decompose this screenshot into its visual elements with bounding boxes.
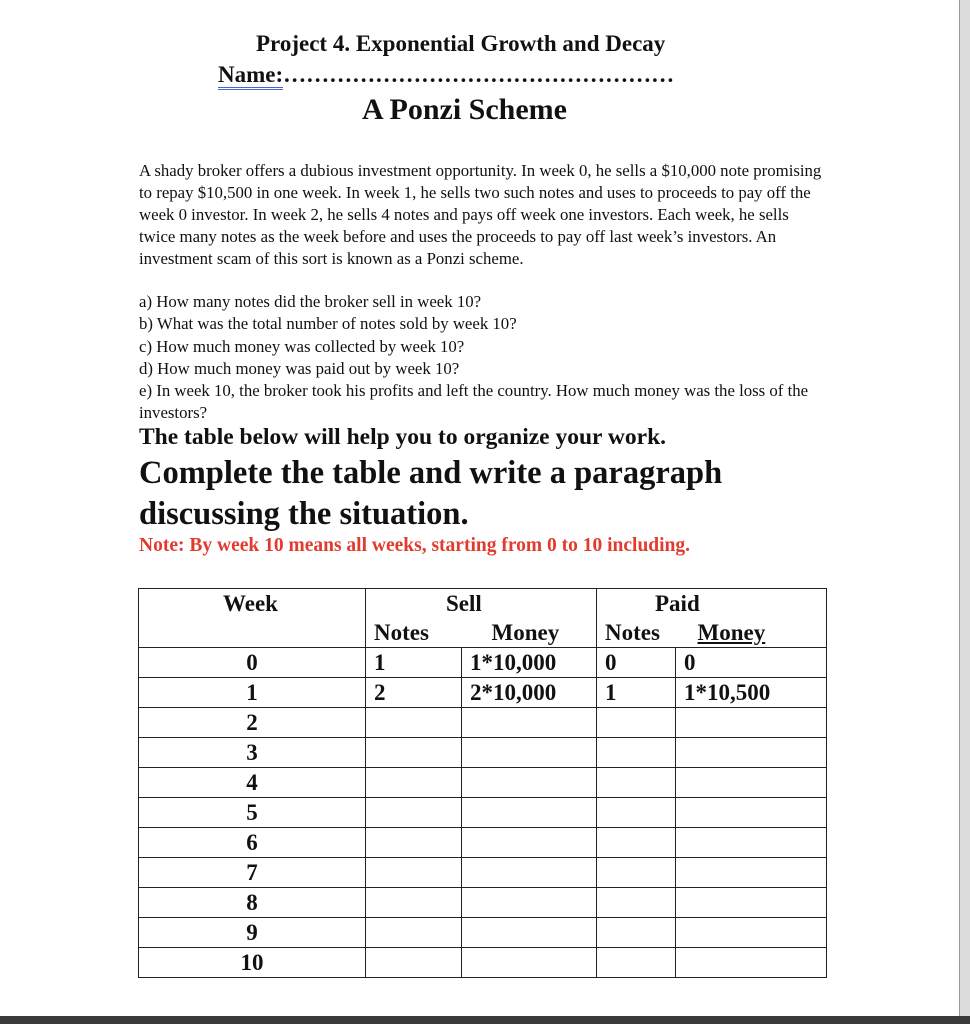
- paid-money-cell: [676, 828, 827, 858]
- subheader-week-blank: [139, 618, 366, 648]
- question-a: a) How many notes did the broker sell in week 10?: [139, 292, 482, 311]
- help-text: The table below will help you to organize your work.: [139, 424, 667, 450]
- sell-money-cell: [462, 768, 597, 798]
- sell-notes-cell: [366, 768, 462, 798]
- table-row: [139, 798, 827, 828]
- name-line: [218, 62, 674, 88]
- table-row: [139, 948, 827, 978]
- complete-instruction: Complete the table and write a paragraph discussing the situation.: [139, 455, 723, 532]
- window-edge: [960, 0, 970, 1016]
- table-row: [139, 648, 827, 678]
- sell-notes-cell: 2: [366, 678, 462, 708]
- paid-money-cell: [676, 858, 827, 888]
- week-cell: 2: [139, 708, 366, 738]
- week-cell: 1: [139, 678, 366, 708]
- table-row: [139, 858, 827, 888]
- paid-notes-cell: [597, 798, 676, 828]
- sell-notes-cell: [366, 918, 462, 948]
- sell-money-cell: [462, 708, 597, 738]
- paid-money-cell: [676, 708, 827, 738]
- paid-money-cell: [676, 738, 827, 768]
- week-cell: 7: [139, 858, 366, 888]
- question-b: b) What was the total number of notes sold by week 10?: [139, 314, 517, 334]
- table-row: [139, 738, 827, 768]
- week-cell: 0: [139, 648, 366, 678]
- paid-notes-cell: [597, 768, 676, 798]
- name-dots: ……………………………………………: [283, 62, 675, 87]
- main-title: A Ponzi Scheme: [362, 93, 567, 126]
- paid-money-cell: [676, 888, 827, 918]
- paid-notes-cell: [597, 708, 676, 738]
- question-c: c) How much money was collected by week 10?: [139, 336, 465, 356]
- subheader-paid-money: Money: [676, 618, 827, 648]
- work-table: [138, 588, 827, 978]
- window-bottom-bar: [0, 1016, 970, 1024]
- subheader-sell-money: Money: [462, 618, 597, 648]
- paid-notes-cell: [597, 888, 676, 918]
- sell-money-cell: 1*10,000: [462, 648, 597, 678]
- header-paid: Paid: [597, 589, 827, 619]
- week-cell: 8: [139, 888, 366, 918]
- paid-notes-cell: [597, 918, 676, 948]
- sell-money-cell: [462, 858, 597, 888]
- sell-money-cell: 2*10,000: [462, 678, 597, 708]
- question-e: e) In week 10, the broker took his profits and left the country. How much money was the loss of the investors?: [139, 381, 809, 423]
- subheader-paid-notes: Notes: [597, 618, 676, 648]
- week-cell: 10: [139, 948, 366, 978]
- paid-notes-cell: [597, 828, 676, 858]
- table-row: [139, 708, 827, 738]
- paid-notes-cell: [597, 738, 676, 768]
- week-cell: 3: [139, 738, 366, 768]
- table-header-row: [139, 589, 827, 619]
- paid-money-cell: [676, 948, 827, 978]
- table-row: [139, 918, 827, 948]
- table-row: [139, 678, 827, 708]
- week-cell: 4: [139, 768, 366, 798]
- paid-notes-cell: 0: [597, 648, 676, 678]
- paid-money-cell: [676, 798, 827, 828]
- project-title: Project 4. Exponential Growth and Decay: [256, 31, 666, 56]
- paid-notes-cell: 1: [597, 678, 676, 708]
- paid-notes-cell: [597, 858, 676, 888]
- sell-notes-cell: [366, 738, 462, 768]
- table-row: [139, 828, 827, 858]
- sell-notes-cell: [366, 948, 462, 978]
- week-cell: 6: [139, 828, 366, 858]
- table-row: [139, 888, 827, 918]
- paid-money-cell: [676, 918, 827, 948]
- table-subheader-row: [139, 618, 827, 648]
- sell-money-cell: [462, 888, 597, 918]
- paid-notes-cell: [597, 948, 676, 978]
- sell-money-cell: [462, 738, 597, 768]
- sell-money-cell: [462, 948, 597, 978]
- week-cell: 9: [139, 918, 366, 948]
- sell-money-cell: [462, 918, 597, 948]
- sell-notes-cell: 1: [366, 648, 462, 678]
- question-list: [139, 291, 829, 425]
- sell-notes-cell: [366, 798, 462, 828]
- sell-notes-cell: [366, 888, 462, 918]
- sell-notes-cell: [366, 708, 462, 738]
- table-row: [139, 768, 827, 798]
- name-label: Name:: [218, 62, 283, 90]
- header-week: Week: [139, 589, 366, 619]
- sell-notes-cell: [366, 858, 462, 888]
- problem-statement: A shady broker offers a dubious investment opportunity. In week 0, he sells a $10,000 note promising to repay $10,500 in one week. In week 1, he sells two such notes and uses to proceeds to pay off the week 0 investor. In week 2, he sells 4 notes and pays off week one investors. Each week, he sells twice many notes as the week before and uses the proceeds to pay off last week’s investors. An investment scam of this sort is known as a Ponzi scheme.: [139, 161, 822, 268]
- paid-money-cell: [676, 768, 827, 798]
- table-body: [139, 648, 827, 978]
- header-sell: Sell: [366, 589, 597, 619]
- sell-money-cell: [462, 828, 597, 858]
- sell-money-cell: [462, 798, 597, 828]
- subheader-sell-notes: Notes: [366, 618, 462, 648]
- question-d: d) How much money was paid out by week 10?: [139, 358, 460, 378]
- paid-money-cell: 1*10,500: [676, 678, 827, 708]
- week-cell: 5: [139, 798, 366, 828]
- paid-money-cell: 0: [676, 648, 827, 678]
- sell-notes-cell: [366, 828, 462, 858]
- note-text: Note: By week 10 means all weeks, starting from 0 to 10 including.: [139, 535, 691, 556]
